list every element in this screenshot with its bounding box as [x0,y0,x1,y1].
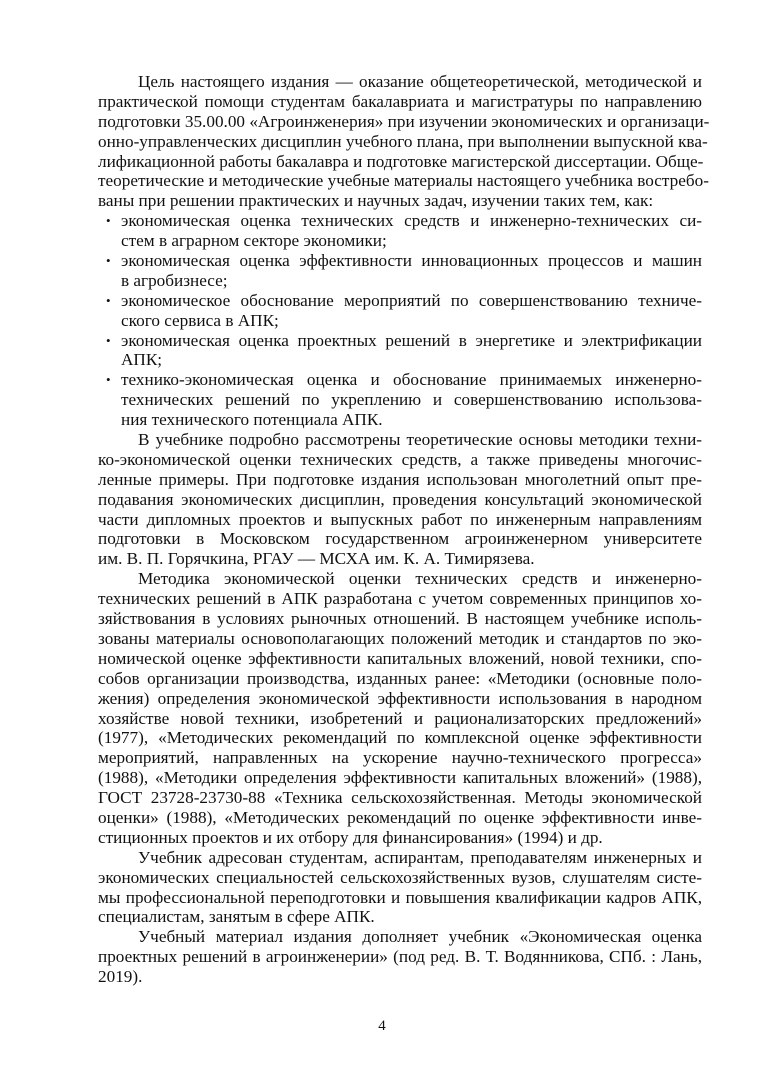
text-line: стиционных проектов и их отбору для финансирования» (1994) и др. [98,827,603,847]
text-line: подготовки в Московском государственном агроинженерном университете [98,529,702,549]
text-line: мы профессиональной переподготовки и повышения квалификации кадров АПК, [98,887,702,907]
text-line: оценки» (1988), «Методических рекомендаций по оценке эффективности инве- [98,807,702,827]
text-line: ко-экономической оценки технических средств, а также приведены многочис- [98,449,702,469]
bullet-icon: • [106,332,111,348]
text-line: мероприятий, направленных на ускорение научно-технического прогресса» [98,748,702,768]
text-line: экономическая оценка эффективности инновационных процессов и машин [121,251,702,271]
list-item [98,251,702,291]
bullet-icon: • [106,213,111,229]
text-line: им. В. П. Горячкина, РГАУ — МСХА им. К. А. Тимирязева. [98,549,535,569]
text-line: технических решений в АПК разработана с учетом современных принципов хо- [98,589,702,609]
text-line: ского сервиса в АПК; [121,310,279,330]
text-line: в агробизнесе; [121,270,228,290]
text-line: Учебный материал издания дополняет учебник «Экономическая оценка [138,927,702,947]
text-line: зованы материалы основополагающих положений методик и стандартов по эко- [98,628,702,648]
page-number: 4 [378,1018,386,1034]
text-line: экономическая оценка технических средств и инженерно-технических си- [121,211,702,231]
bullet-icon: • [106,253,111,269]
paragraph-4 [98,848,702,928]
text-line: проектных решений в агроинженерии» (под ред. В. Т. Водянникова, СПб. : Лань, [98,947,702,967]
text-line: специалистам, занятым в сфере АПК. [98,907,375,927]
text-line: ваны при решении практических и научных задач, изучении таких тем, как: [98,191,654,211]
text-line: жения) определения экономической эффективности использования в народном [98,688,702,708]
text-line: технических решений по укреплению и совершенствованию использова- [121,390,702,410]
text-line: лификационной работы бакалавра и подготовке магистерской диссертации. Обще- [98,151,704,171]
text-line: Учебник адресован студентам, аспирантам, преподавателям инженерных и [138,847,702,867]
text-line: Цель настоящего издания — оказание общетеоретической, методической и [138,72,702,91]
text-line: практической помощи студентам бакалавриата и магистратуры по направлению [98,91,702,111]
paragraph-5 [98,927,702,987]
list-item [98,370,702,430]
bullet-icon: • [106,372,111,388]
text-line: хозяйстве новой техники, изобретений и рационализаторских предложений» [98,708,702,728]
paragraph-intro [98,72,710,211]
text-line: зяйствования в условиях рыночных отношений. В настоящем учебнике исполь- [98,609,702,629]
text-line: номической оценке эффективности капитальных вложений, новой техники, спо- [98,648,702,668]
text-line: собов организации производства, изданных ранее: «Методики (основные поло- [98,668,702,688]
text-line: экономическая оценка проектных решений в энергетике и электрификации [121,330,702,350]
bullet-icon: • [106,292,111,308]
text-line: В учебнике подробно рассмотрены теоретические основы методики техни- [138,430,702,450]
text-line: 2019). [98,967,143,987]
text-line: АПК; [121,350,163,370]
list-item [98,211,702,251]
text-line: подготовки 35.00.00 «Агроинженерия» при изучении экономических и организаци- [98,111,710,131]
text-line: онно-управленческих дисциплин учебного плана, при выполнении выпускной ква- [98,131,708,151]
text-line: ния технического потенциала АПК. [121,410,383,430]
bullet-list [98,211,702,430]
text-line: части дипломных проектов и выпускных работ по инженерным направлениям [98,509,702,529]
page-body [98,72,710,987]
text-line: Методика экономической оценки технических средств и инженерно- [138,569,702,589]
text-line: экономическое обоснование мероприятий по совершенствованию техниче- [121,290,702,310]
paragraph-2 [98,430,702,569]
text-line: (1988), «Методики определения эффективности капитальных вложений» (1988), [98,768,702,788]
text-line: (1977), «Методических рекомендаций по комплексной оценке эффективности [98,728,702,748]
text-line: теоретические и методические учебные материалы настоящего учебника востребо- [98,171,709,191]
text-line: подавания экономических дисциплин, проведения консультаций экономической [98,489,702,509]
list-item [98,291,702,331]
paragraph-3 [98,569,702,847]
text-line: стем в аграрном секторе экономики; [121,231,387,251]
text-line: экономических специальностей сельскохозяйственных вузов, слушателям систе- [98,867,702,887]
text-line: технико-экономическая оценка и обоснование принимаемых инженерно- [121,370,702,390]
list-item [98,331,702,371]
text-line: ленные примеры. При подготовке издания использован многолетний опыт пре- [98,469,702,489]
text-line: ГОСТ 23728-23730-88 «Техника сельскохозяйственная. Методы экономической [98,788,702,808]
